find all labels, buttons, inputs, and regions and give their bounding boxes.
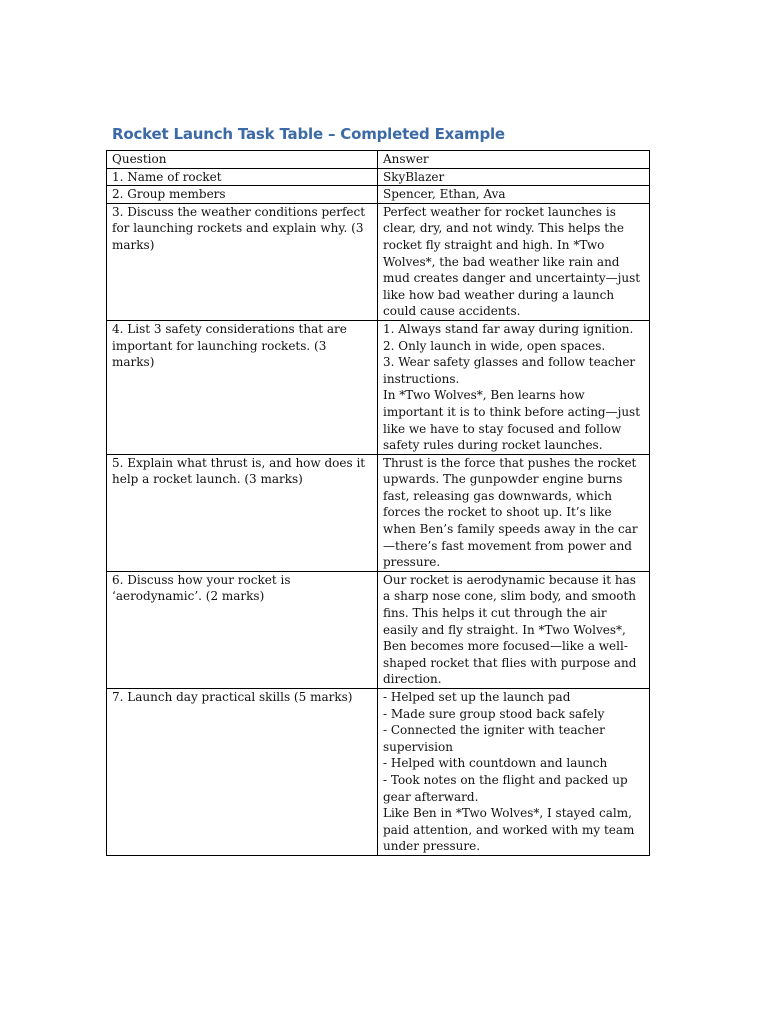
answer-line: 3. Wear safety glasses and follow teacher instructions. xyxy=(383,355,636,386)
answer-line: - Took notes on the flight and packed up gear afterward. xyxy=(383,772,628,804)
answer-cell xyxy=(378,203,650,320)
question-cell: 6. Discuss how your rocket is ‘aerodynamic’. (2 marks) xyxy=(107,571,378,688)
table-row xyxy=(107,203,650,320)
document-title: Rocket Launch Task Table – Completed Example xyxy=(112,125,505,143)
answer-line: - Made sure group stood back safely xyxy=(383,706,605,721)
question-cell: 7. Launch day practical skills (5 marks) xyxy=(107,689,378,856)
header-answer: Answer xyxy=(378,151,650,169)
answer-line: - Helped with countdown and launch xyxy=(383,756,608,771)
table-row xyxy=(107,689,650,856)
table-header-row xyxy=(107,151,650,169)
question-cell: 3. Discuss the weather conditions perfect for launching rockets and explain why. (3 marks) xyxy=(107,203,378,320)
question-cell: 5. Explain what thrust is, and how does it help a rocket launch. (3 marks) xyxy=(107,454,378,571)
table-row xyxy=(107,571,650,688)
table-row xyxy=(107,454,650,571)
question-cell: 2. Group members xyxy=(107,186,378,204)
table-row xyxy=(107,320,650,454)
answer-line: SkyBlazer xyxy=(383,169,445,184)
answer-cell xyxy=(378,168,650,186)
answer-line: Thrust is the force that pushes the rocket upwards. The gunpowder engine burns fast, releasing gas downwards, which forces the rocket to shoot up. It’s like when Ben’s family speeds away in the car—there’s fast movement from power and pressure. xyxy=(383,455,638,570)
answer-line: Spencer, Ethan, Ava xyxy=(383,187,506,202)
question-cell: 4. List 3 safety considerations that are important for launching rockets. (3 marks) xyxy=(107,320,378,454)
answer-cell xyxy=(378,571,650,688)
table-row xyxy=(107,186,650,204)
answer-line: - Helped set up the launch pad xyxy=(383,690,571,704)
answer-line: 2. Only launch in wide, open spaces. xyxy=(383,338,606,353)
answer-line: Perfect weather for rocket launches is clear, dry, and not windy. This helps the rocket fly straight and high. In *Two Wolves*, the bad weather like rain and mud creates danger and uncertainty—just like how bad weather during a launch could cause accidents. xyxy=(383,204,641,319)
answer-line: In *Two Wolves*, Ben learns how important it is to think before acting—just like we have to stay focused and follow safety rules during rocket launches. xyxy=(383,388,641,453)
answer-cell xyxy=(378,320,650,454)
task-table xyxy=(106,150,650,856)
answer-cell xyxy=(378,689,650,856)
answer-line: Our rocket is aerodynamic because it has a sharp nose cone, slim body, and smooth fins. This helps it cut through the air easily and fly straight. In *Two Wolves*, Ben becomes more focused—like a well-shaped rocket that flies with purpose and direction. xyxy=(383,572,637,687)
table-row xyxy=(107,168,650,186)
answer-line: 1. Always stand far away during ignition. xyxy=(383,321,634,336)
answer-line: - Connected the igniter with teacher supervision xyxy=(383,723,605,754)
answer-cell xyxy=(378,454,650,571)
answer-cell xyxy=(378,186,650,204)
header-question: Question xyxy=(107,151,378,169)
answer-line: Like Ben in *Two Wolves*, I stayed calm, paid attention, and worked with my team under pressure. xyxy=(383,806,635,854)
question-cell: 1. Name of rocket xyxy=(107,168,378,186)
